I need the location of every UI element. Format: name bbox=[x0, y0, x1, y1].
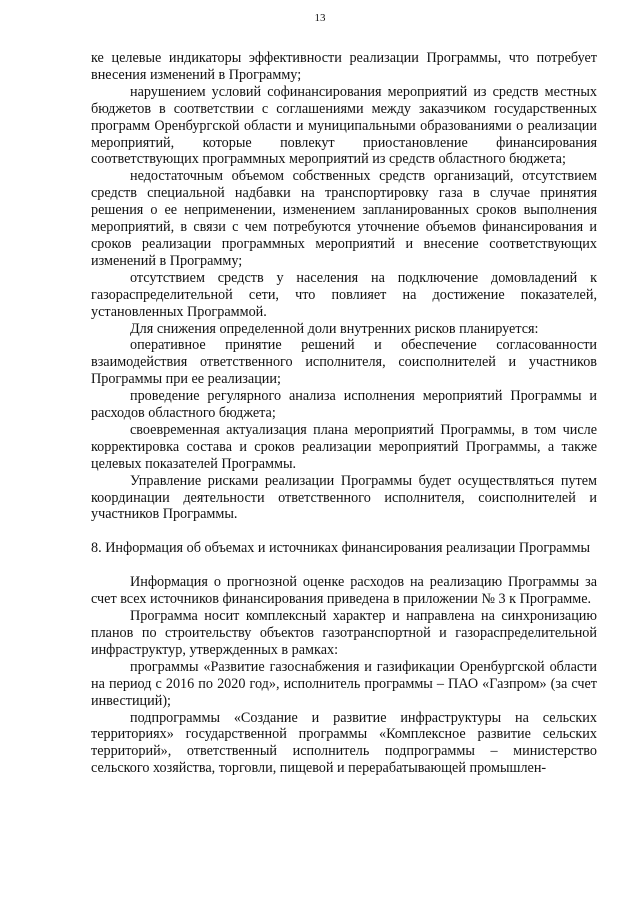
section-heading: 8. Информация об объемах и источниках финансирования реализации Программы bbox=[91, 540, 591, 557]
paragraph: отсутствием средств у населения на подключение домовладений к газораспределительной сети, что повлияет на достижение показателей, установленных Программой. bbox=[91, 269, 597, 320]
paragraph: подпрограммы «Создание и развитие инфраструктуры на сельских территориях» государственной программы «Комплексное развитие сельских территорий», ответственный исполнитель подпрограммы – министерство сельского хозяйства, торговли, пищевой и перерабатывающей промышлен- bbox=[91, 709, 597, 777]
paragraph: программы «Развитие газоснабжения и газификации Оренбургской области на период с 2016 по 2020 год», исполнитель программы – ПАО «Газпром» (за счет инвестиций); bbox=[91, 658, 597, 709]
paragraph: Программа носит комплексный характер и направлена на синхронизацию планов по строительству объектов газотранспортной и газораспределительной инфраструктур, утвержденных в рамках: bbox=[91, 608, 597, 658]
paragraph: своевременная актуализация плана мероприятий Программы, в том числе корректировка состава и сроков реализации мероприятий Программы, а также целевых показателей Программы. bbox=[91, 421, 597, 472]
paragraph: проведение регулярного анализа исполнения мероприятий Программы и расходов областного бюджета; bbox=[91, 388, 597, 422]
paragraph: недостаточным объемом собственных средств организаций, отсутствием средств специальной надбавки на транспортировку газа в случае принятия решения о ее неприменении, изменением запланированных сроков выполнения мероприятий, в связи с чем потребуются уточнение объемов финансирования и сроков реализации программных мероприятий и внесение соответствующих изменений в Программу; bbox=[91, 168, 597, 269]
paragraph: оперативное принятие решений и обеспечение согласованности взаимодействия ответственного исполнителя, соисполнителей и участников Программы при ее реализации; bbox=[91, 337, 597, 388]
paragraph: Для снижения определенной доли внутренних рисков планируется: bbox=[130, 320, 539, 337]
paragraph: нарушением условий софинансирования мероприятий из средств местных бюджетов в соответствии с соглашениями между заказчиком государственных программ Оренбургской области и муниципальными образованиями о реализации мероприятий, которые повлекут приостановление финансирования соответствующих программных мероприятий из средств областного бюджета; bbox=[91, 83, 597, 168]
paragraph: ке целевые индикаторы эффективности реализации Программы, что потребует внесения изменений в Программу; bbox=[91, 50, 597, 83]
paragraph: Управление рисками реализации Программы будет осуществляться путем координации деятельности ответственного исполнителя, соисполнителей и участников Программы. bbox=[91, 472, 597, 523]
page-number: 13 bbox=[314, 12, 326, 24]
paragraph: Информация о прогнозной оценке расходов на реализацию Программы за счет всех источников финансирования приведена в приложении № 3 к Программе. bbox=[91, 574, 597, 608]
document-body bbox=[91, 50, 597, 777]
